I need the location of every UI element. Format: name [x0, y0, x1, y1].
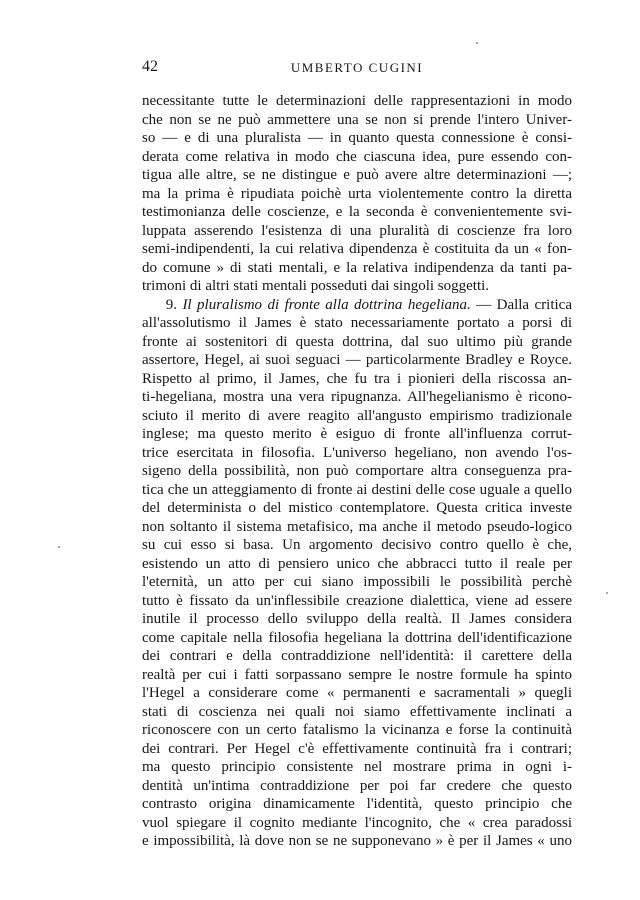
paper-speck — [606, 592, 608, 594]
text-line: trice esercitata in filosofia. L'universo hegeliano, non avendo l'os- — [142, 444, 572, 461]
text-line: fronte ai sostenitori di questa dottrina, dal suo ultimo più grande — [142, 333, 572, 350]
text-line: testimonianza delle coscienze, e la seconda è convenientemente svi- — [142, 204, 572, 220]
text-line: sigeno della possibilità, non può comportare altra conseguenza pra- — [142, 463, 572, 479]
text-line: ma questo principio consistente nel mostrare prima in ogni i- — [142, 759, 572, 775]
page-number: 42 — [142, 58, 158, 75]
text-line: del determinista o del mistico contemplatore. Questa critica investe — [142, 500, 572, 516]
text-line: do comune » di stati mentali, e la relativa indipendenza da tanti pa- — [142, 259, 572, 276]
text-line: e impossibilità, là dove non se ne supponevano » è per il James « uno — [142, 833, 572, 849]
paper-speck — [476, 42, 478, 44]
section-heading-line — [142, 296, 572, 315]
text-line: inutile il processo dello sviluppo della realtà. Il James considera — [142, 611, 572, 627]
text-line: dei contrari e della contraddizione nell'identità: il carettere della — [142, 648, 572, 664]
text-line: tica che un atteggiamento di fronte ai destini delle cose uguale a quello — [142, 481, 572, 498]
text-line: stati di coscienza nei quali noi siamo effettivamente inclinati a — [142, 703, 572, 720]
text-line: assertore, Hegel, ai suoi seguaci — particolarmente Bradley e Royce. — [142, 352, 572, 368]
text-line: come capitale nella filosofia hegeliana la dottrina dell'identificazione — [142, 629, 572, 646]
text-line: ma la prima è ripudiata poichè urta violentemente contro la diretta — [142, 185, 572, 202]
text-line: so — e di una pluralista — in quanto questa connessione è consi- — [142, 130, 572, 146]
text-line: vuol spiegare il cognito mediante l'incognito, che « crea paradossi — [142, 814, 572, 831]
text-line: tigua alle altre, se ne distingue e può avere altre determinazioni —; — [142, 167, 572, 183]
text-line: tutto è fissato da un'inflessibile creazione dialettica, viene ad essere — [142, 592, 572, 609]
text-line: che non se ne può ammettere una se non si prende l'intero Univer- — [142, 111, 572, 128]
running-title: UMBERTO CUGINI — [290, 60, 424, 75]
paper-speck — [58, 546, 60, 548]
text-line: Rispetto al primo, il James, che fu tra i pionieri della riscossa an- — [142, 370, 572, 387]
section-first-line-rest: — Dalla critica — [476, 296, 572, 313]
text-line: sciuto il merito di avere reagito all'angusto empirismo tradizionale — [142, 407, 572, 424]
text-line: trimoni di altri stati mentali posseduti dai singoli soggetti. — [142, 278, 490, 294]
section-number: 9. — [165, 296, 177, 313]
section-title: Il pluralismo di fronte alla dottrina hegeliana. — [182, 296, 471, 313]
text-line: riconoscere con un certo fatalismo la vicinanza e forse la continuità — [142, 722, 572, 738]
page-header — [142, 58, 572, 80]
text-line: realtà per cui i fatti sorpassano sempre le nostre formule ha spinto — [142, 666, 572, 683]
text-line: ti-hegeliana, mostra una vera ripugnanza. All'hegelianismo è ricono- — [142, 389, 572, 405]
text-line: luppata asserendo l'esistenza di una pluralità di coscienze fra loro — [142, 222, 572, 239]
text-line: contrasto origina dinamicamente l'identità, questo principio che — [142, 796, 572, 812]
text-line: derata come relativa in modo che ciascuna idea, pure essendo con- — [142, 148, 572, 165]
text-line: su cui esso si basa. Un argomento decisivo contro quello è che, — [142, 537, 572, 553]
text-line: l'eternità, un atto per cui siano impossibili le possibilità perchè — [142, 574, 572, 590]
text-line: dentità un'intima contraddizione per poi far credere che questo — [142, 777, 572, 794]
body-text — [142, 92, 572, 851]
text-line: semi-indipendenti, la cui relativa dipendenza è costituita da un « fon- — [142, 241, 572, 257]
text-line: necessitante tutte le determinazioni delle rappresentazioni in modo — [142, 93, 572, 109]
text-line: l'Hegel a considerare come « permanenti e sacramentali » quegli — [142, 685, 572, 701]
text-line: esistendo un atto di pensiero unico che abbracci tutto il reale per — [142, 555, 572, 572]
text-line: all'assolutismo il James è stato necessariamente portato a porsi di — [142, 315, 572, 331]
text-line: dei contrari. Per Hegel c'è effettivamente continuità fra i contrari; — [142, 740, 572, 757]
text-line: inglese; ma questo merito è esiguo di fronte all'influenza corrut- — [142, 426, 572, 442]
text-line: non soltanto il sistema metafisico, ma anche il metodo pseudo-logico — [142, 518, 572, 535]
